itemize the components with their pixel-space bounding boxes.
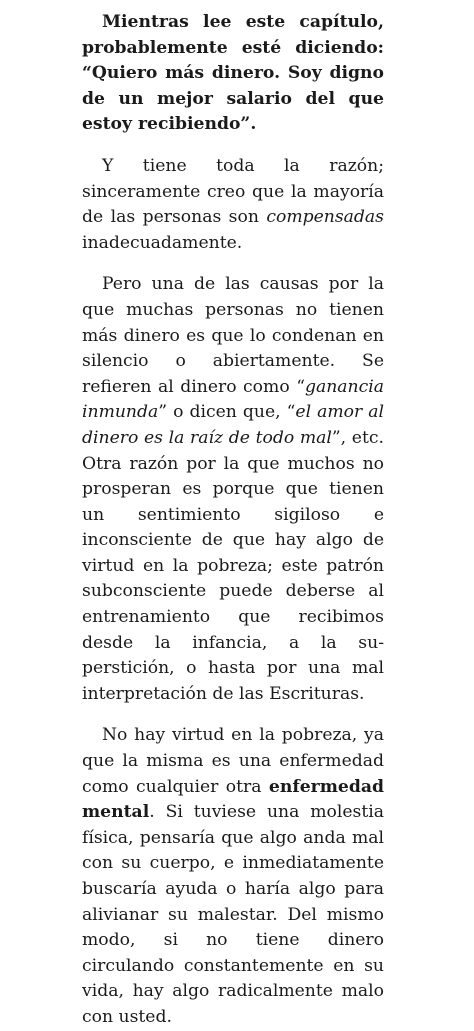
paragraph-text: . Si tuviese una molestia física, pensaría que algo anda mal con su cuerpo, e inmediatamente buscaría ayuda o haría algo para alivianar su malestar. Del mismo modo, si no tiene dinero circulando constantemente en su vida, hay algo radicalmente malo con usted. xyxy=(82,802,384,1027)
paragraph-text: inadecuadamente. xyxy=(82,232,243,253)
emphasis-text: el amor al dinero es la raíz de todo mal xyxy=(82,402,384,448)
paragraph-poverty xyxy=(82,723,384,1030)
emphasis-text: compensadas xyxy=(266,207,384,228)
emphasis-text: ganancia inmunda xyxy=(82,376,384,423)
intro-paragraph xyxy=(82,10,384,138)
paragraph-causes xyxy=(82,272,384,707)
paragraph-compensation xyxy=(82,154,384,256)
paragraph-text: ” o dicen que, “ xyxy=(158,402,296,423)
bold-text: enfermedad mental xyxy=(82,776,384,823)
intro-text: Mientras lee este capítulo, probablemente esté diciendo: “Quiero más dinero. Soy digno de un mejor salario del que estoy recibiendo”. xyxy=(82,12,384,135)
paragraph-text: Pero una de las causas por la que muchas personas no tienen más dinero es que lo condenan en silencio o abiertamente. Se refieren al dinero como “ xyxy=(82,274,384,397)
paragraph-text: No hay virtud en la pobreza, ya que la misma es una enfermedad como cualquier otra xyxy=(82,725,384,797)
paragraph-text: Y tiene toda la razón; sinceramente creo que la mayoría de las personas son xyxy=(82,155,384,228)
paragraph-text: ”, etc. Otra razón por la que muchos no prosperan es porque que tienen un sentimiento sigiloso e inconsciente de que hay algo de virtud en la pobreza; este patrón subconsciente puede deberse al entrenamiento que recibimos desde la infancia, a la superstición, o hasta por una mal interpretación de las Escrituras. xyxy=(82,427,384,704)
